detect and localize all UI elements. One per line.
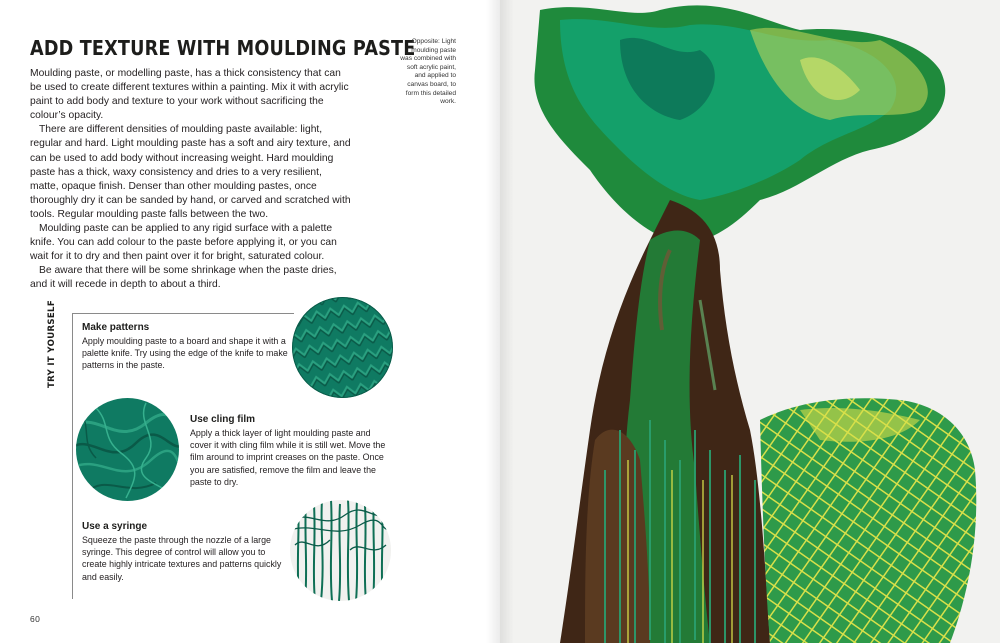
tip-make-patterns bbox=[82, 321, 288, 372]
divider-vertical bbox=[72, 313, 73, 599]
tip-heading: Use cling film bbox=[190, 414, 256, 425]
syringe-lines-sample-image bbox=[290, 500, 391, 601]
tree-painting-image bbox=[500, 0, 1000, 643]
page-number: 60 bbox=[30, 614, 41, 624]
paragraph: Moulding paste can be applied to any rigid surface with a palette knife. You can add colour to the paste before applying it, or you can wait for it to dry and then paint over it for bright, saturated colour. bbox=[30, 223, 337, 263]
tip-text: Apply moulding paste to a board and shape it with a palette knife. Try using the edge of the knife to make patterns in the paste. bbox=[82, 336, 288, 371]
page-title: ADD TEXTURE WITH MOULDING PASTE bbox=[30, 36, 416, 60]
paragraph: Moulding paste, or modelling paste, has a thick consistency that can be used to create different textures within a painting. Mix it with acrylic paint to add body and texture to your work without sacrificing the colour’s opacity. bbox=[30, 68, 349, 122]
tip-use-cling-film bbox=[190, 413, 386, 488]
body-text bbox=[30, 67, 352, 293]
cling-film-texture-sample-image bbox=[76, 398, 179, 501]
page-gutter-shadow bbox=[486, 0, 500, 643]
tip-text: Squeeze the paste through the nozzle of a large syringe. This degree of control will allow you to create highly intricate textures and patterns quickly and easily. bbox=[82, 535, 282, 582]
chevron-pattern-sample-image bbox=[292, 297, 393, 398]
tip-heading: Use a syringe bbox=[82, 521, 148, 532]
tip-heading: Make patterns bbox=[82, 322, 150, 333]
try-it-yourself-label: TRY IT YOURSELF bbox=[47, 300, 57, 388]
photo-caption: Opposite: Light moulding paste was combined with soft acrylic paint, and applied to canvas board, to form this detailed work. bbox=[400, 38, 456, 106]
tip-text: Apply a thick layer of light moulding paste and cover it with cling film while it is still wet. Move the film around to imprint creases on the paste. Once you are satisfied, remove the film and leave the paste to dry. bbox=[190, 428, 386, 487]
divider-horizontal bbox=[72, 313, 294, 314]
paragraph: Be aware that there will be some shrinkage when the paste dries, and it will recede in depth to about a third. bbox=[30, 265, 337, 291]
paragraph: There are different densities of moulding paste available: light, regular and hard. Light moulding paste has a soft and airy texture, and can be used to add body without increasing weight. Hard moulding paste has a thick, waxy consistency and dries to a very resilient, matte, opaque finish. Denser than other moulding pastes, once thoroughly dry it can be sanded by hand, or carved and scratched with tools. Regular moulding paste falls between the two. bbox=[30, 124, 351, 220]
right-page-painting bbox=[500, 0, 1000, 643]
tip-use-a-syringe bbox=[82, 520, 288, 583]
page-gutter-shadow bbox=[500, 0, 514, 643]
